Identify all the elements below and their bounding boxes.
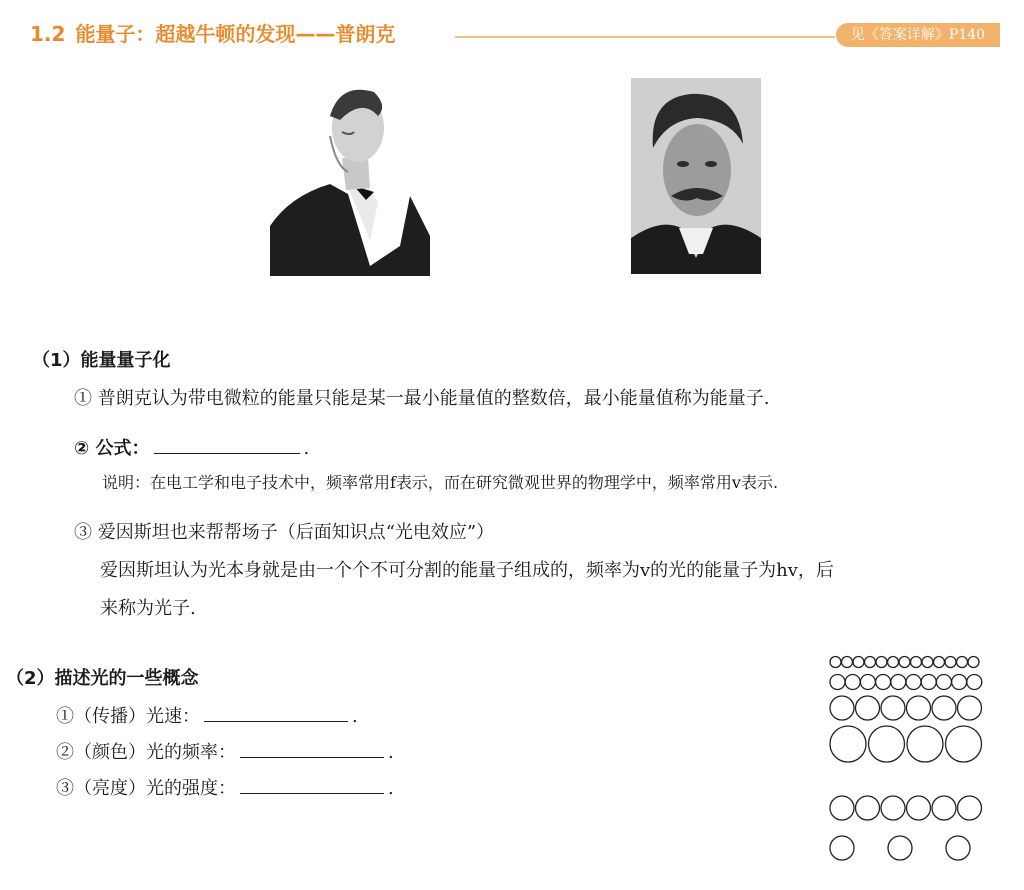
photon-circle — [856, 796, 880, 820]
speed-end: . — [352, 706, 358, 727]
photon-circle — [845, 675, 860, 690]
speed-blank[interactable] — [204, 720, 348, 722]
photon-circle — [907, 696, 931, 720]
speed-label: ①（传播）光速： — [56, 706, 200, 727]
frequency-end: . — [388, 742, 394, 763]
photon-circle — [830, 657, 841, 668]
photon-circle — [952, 675, 967, 690]
photon-circle — [936, 675, 951, 690]
photon-circle — [958, 796, 982, 820]
part2-item-frequency — [56, 738, 394, 764]
photon-circle — [911, 657, 922, 668]
photon-circle — [856, 696, 880, 720]
photon-circle — [876, 675, 891, 690]
page-header — [0, 8, 1024, 48]
photon-circle — [876, 657, 887, 668]
section-number: 1.2 — [30, 22, 66, 46]
older-man-portrait — [631, 78, 761, 274]
photon-circle — [888, 836, 912, 860]
formula-blank[interactable] — [154, 452, 300, 454]
frequency-blank[interactable] — [240, 756, 384, 758]
photon-circle — [967, 675, 982, 690]
part1-item3-line1: 爱因斯坦认为光本身就是由一个个不可分割的能量子组成的，频率为v的光的能量子为hv，后 — [100, 560, 834, 581]
photon-circles-diagram — [828, 654, 988, 864]
photon-circle — [932, 796, 956, 820]
photon-circle — [899, 657, 910, 668]
young-man-portrait — [270, 76, 430, 276]
photon-circle — [830, 796, 854, 820]
photon-circle — [906, 675, 921, 690]
part1-item2-note: 说明：在电工学和电子技术中，频率常用f表示，而在研究微观世界的物理学中，频率常用v表示. — [102, 473, 779, 492]
part1-item3-line2: 来称为光子. — [100, 598, 196, 619]
photon-circle — [934, 657, 945, 668]
part1-item3-title: ③ 爱因斯坦也来帮帮场子（后面知识点“光电效应”） — [74, 522, 495, 543]
photon-circle — [830, 836, 854, 860]
photon-circle — [946, 836, 970, 860]
photon-circle — [932, 696, 956, 720]
part2-item-speed — [56, 702, 358, 728]
photon-circle — [869, 726, 905, 762]
section-title — [30, 18, 395, 47]
photon-circle — [888, 657, 899, 668]
photon-circle — [946, 726, 982, 762]
intensity-end: . — [388, 778, 394, 799]
photon-circle — [830, 726, 866, 762]
part1-heading: （1）能量量子化 — [32, 350, 171, 371]
photon-circle — [907, 726, 943, 762]
photon-circle — [968, 657, 979, 668]
header-divider — [455, 36, 835, 38]
photon-circle — [853, 657, 864, 668]
photon-circle — [860, 675, 875, 690]
formula-end: . — [303, 438, 310, 459]
formula-label: ② 公式： — [74, 438, 150, 459]
photon-circle — [881, 796, 905, 820]
section-title-text: 能量子：超越牛顿的发现——普朗克 — [75, 22, 396, 46]
photon-circle — [921, 675, 936, 690]
part1-item1: ① 普朗克认为带电微粒的能量只能是某一最小能量值的整数倍，最小能量值称为能量子. — [74, 388, 770, 409]
photon-circle — [957, 657, 968, 668]
photon-circle — [958, 696, 982, 720]
intensity-blank[interactable] — [240, 792, 384, 794]
photon-circle — [842, 657, 853, 668]
photon-circle — [922, 657, 933, 668]
part1-item2 — [74, 434, 309, 460]
photon-circle — [865, 657, 876, 668]
photon-circle — [830, 675, 845, 690]
photon-circle — [907, 796, 931, 820]
photon-circle — [945, 657, 956, 668]
part2-item-intensity — [56, 774, 394, 800]
part2-heading: （2）描述光的一些概念 — [6, 668, 199, 689]
photon-circle — [891, 675, 906, 690]
photon-circle — [881, 696, 905, 720]
photon-circle — [830, 696, 854, 720]
answer-reference-tag: 见《答案详解》P140 — [836, 23, 1000, 47]
frequency-label: ②（颜色）光的频率： — [56, 742, 236, 763]
intensity-label: ③（亮度）光的强度： — [56, 778, 236, 799]
